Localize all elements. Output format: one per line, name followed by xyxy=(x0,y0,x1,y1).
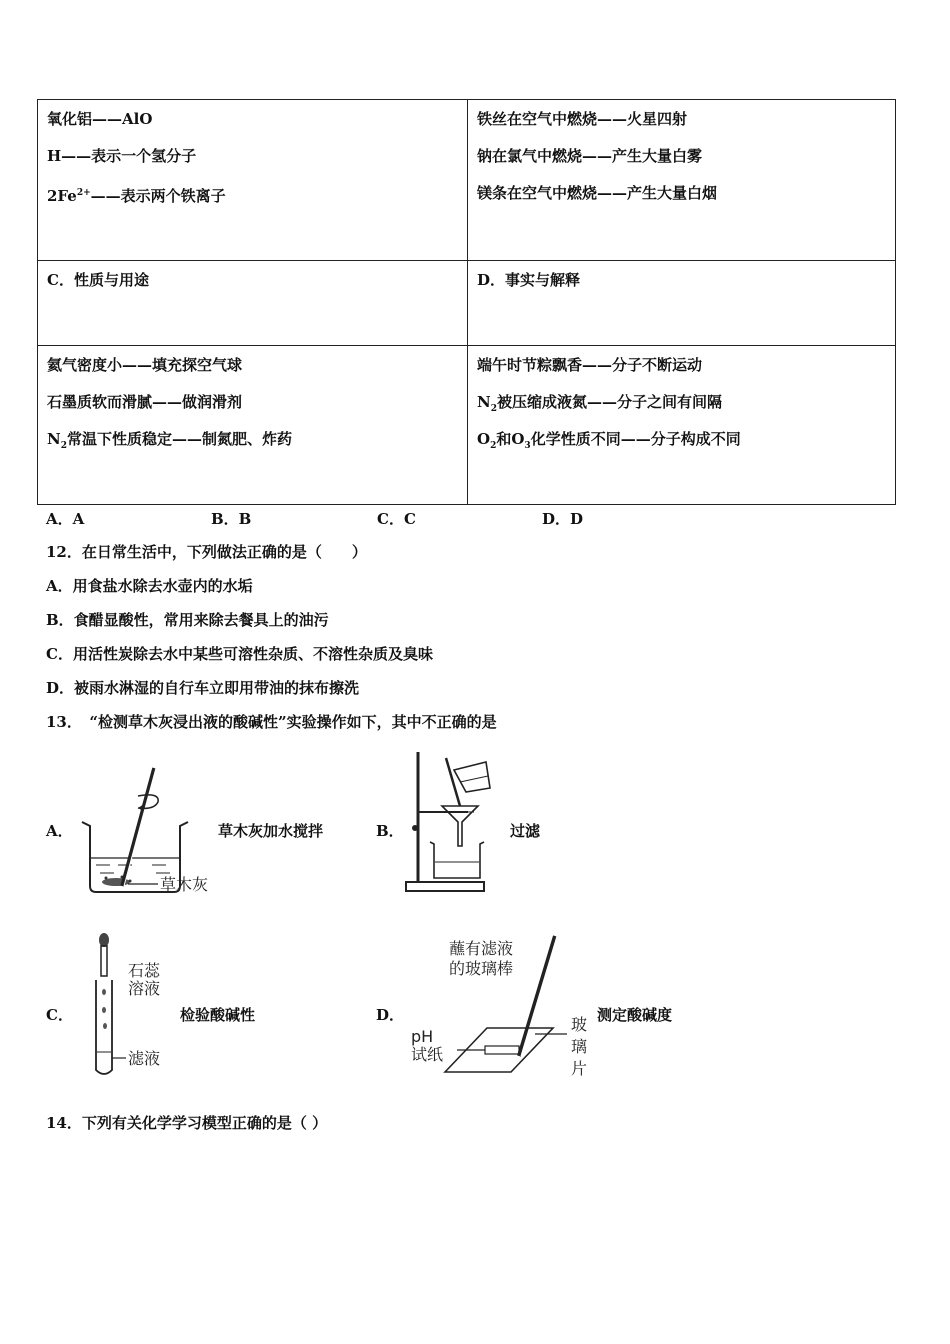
label-slide-1: 玻 xyxy=(571,1015,588,1034)
glass-rod-highlight xyxy=(124,768,156,886)
q13-option-b-letter[interactable]: B． xyxy=(376,822,404,840)
clamp-screw xyxy=(412,825,418,831)
cell-header-c xyxy=(38,261,468,346)
formula-sub: 2 xyxy=(490,404,497,414)
label-rod-2: 的玻璃棒 xyxy=(449,959,514,978)
label-litmus-2: 溶液 xyxy=(128,979,161,998)
beaker-stirring-figure xyxy=(70,762,230,902)
cell-line xyxy=(477,428,887,465)
formula-text: 常温下性质稳定——制氮肥、炸药 xyxy=(66,430,292,448)
formula-text: 被压缩成液氮——分子之间有间隔 xyxy=(496,393,722,411)
label-filtrate: 滤液 xyxy=(128,1049,161,1068)
formula-n: N xyxy=(477,393,491,411)
formula-text: 化学性质不同——分子构成不同 xyxy=(530,430,741,448)
label-slide-2: 璃 xyxy=(571,1037,588,1056)
filtration-figure xyxy=(400,748,500,896)
cell-heading: D．事实与解释 xyxy=(477,271,581,289)
label-slide-3: 片 xyxy=(571,1059,588,1078)
cell-explanations xyxy=(468,346,896,505)
question-12-stem: 12．在日常生活中，下列做法正确的是（ ） xyxy=(46,543,367,561)
formula-sub: 2 xyxy=(60,441,67,451)
cell-line xyxy=(477,391,887,428)
formula-and: 和O xyxy=(496,430,525,448)
glass-rod xyxy=(519,936,555,1056)
q13-option-d-letter[interactable]: D． xyxy=(376,1006,405,1024)
q12-option-a[interactable]: A．用食盐水除去水壶内的水垢 xyxy=(46,577,253,595)
label-ph-1: pH xyxy=(411,1027,434,1046)
q13-option-a-letter[interactable]: A． xyxy=(46,822,73,840)
cell-line: 石墨质软而滑腻——做润滑剂 xyxy=(47,393,243,411)
cell-properties xyxy=(38,346,468,505)
answer-option-a[interactable]: A．A xyxy=(46,510,85,528)
formula-n: N xyxy=(47,430,61,448)
cell-line: 氦气密度小——填充探空气球 xyxy=(47,356,243,374)
cell-line: 氧化铝——AlO xyxy=(47,110,153,128)
water-hatch xyxy=(96,865,170,873)
formula-charge: 2+ xyxy=(76,188,91,198)
ph-paper xyxy=(485,1046,519,1054)
dropper-bulb xyxy=(99,933,109,947)
q13-option-c-caption: 检验酸碱性 xyxy=(180,1006,256,1024)
cell-line: H——表示一个氢分子 xyxy=(47,147,197,165)
label-rod-1: 蘸有滤液 xyxy=(449,939,514,958)
label-litmus-1: 石蕊 xyxy=(128,961,161,980)
cell-line xyxy=(47,428,459,465)
cell-header-d xyxy=(468,261,896,346)
cell-line: 钠在氯气中燃烧——产生大量白雾 xyxy=(477,147,703,165)
label-ph-2: 试纸 xyxy=(411,1045,444,1064)
cell-line: 端午时节粽飘香——分子不断运动 xyxy=(477,356,703,374)
q12-option-c[interactable]: C．用活性炭除去水中某些可溶性杂质、不溶性杂质及臭味 xyxy=(46,645,433,663)
question-11-table xyxy=(37,99,896,505)
cell-line: 铁丝在空气中燃烧——火星四射 xyxy=(477,110,688,128)
formula-sub: 2 xyxy=(490,441,497,451)
answer-option-b[interactable]: B．B xyxy=(211,510,252,528)
formula-sub: 3 xyxy=(524,441,531,451)
receiving-beaker xyxy=(430,842,484,878)
cell-symbols xyxy=(38,100,468,261)
q12-option-b[interactable]: B．食醋显酸性，常用来除去餐具上的油污 xyxy=(46,611,329,629)
cell-line: 镁条在空气中燃烧——产生大量白烟 xyxy=(477,184,718,202)
stand-base xyxy=(406,882,484,891)
q13-option-d-caption: 测定酸碱度 xyxy=(597,1006,673,1024)
q13-option-a-caption: 草木灰加水搅拌 xyxy=(218,822,324,840)
answer-option-d[interactable]: D．D xyxy=(542,510,584,528)
cell-heading: C．性质与用途 xyxy=(47,271,149,289)
drops xyxy=(102,989,107,1029)
answer-option-c[interactable]: C．C xyxy=(377,510,416,528)
formula-text: ——表示两个铁离子 xyxy=(90,187,226,205)
q12-option-d[interactable]: D．被雨水淋湿的自行车立即用带油的抹布擦洗 xyxy=(46,679,360,697)
q13-option-c-letter[interactable]: C． xyxy=(46,1006,73,1024)
pouring-liquid xyxy=(460,776,488,782)
question-14-stem: 14．下列有关化学学习模型正确的是（ ） xyxy=(46,1114,328,1132)
question-13-stem: 13． “检测草木灰浸出液的酸碱性”实验操作如下，其中不正确的是 xyxy=(46,713,497,731)
cell-phenomena xyxy=(468,100,896,261)
test-tube-figure xyxy=(88,930,178,1080)
formula-fe: 2Fe xyxy=(47,187,77,205)
formula-o: O xyxy=(477,430,491,448)
q13-option-b-caption: 过滤 xyxy=(510,822,541,840)
glass-rod xyxy=(446,758,460,806)
glass-rod xyxy=(122,768,154,886)
label-ash: 草木灰 xyxy=(160,875,209,894)
glass-rod-highlight xyxy=(521,936,557,1056)
dropper-tube xyxy=(101,946,107,976)
ph-test-figure xyxy=(405,932,595,1082)
cell-line xyxy=(47,182,459,219)
